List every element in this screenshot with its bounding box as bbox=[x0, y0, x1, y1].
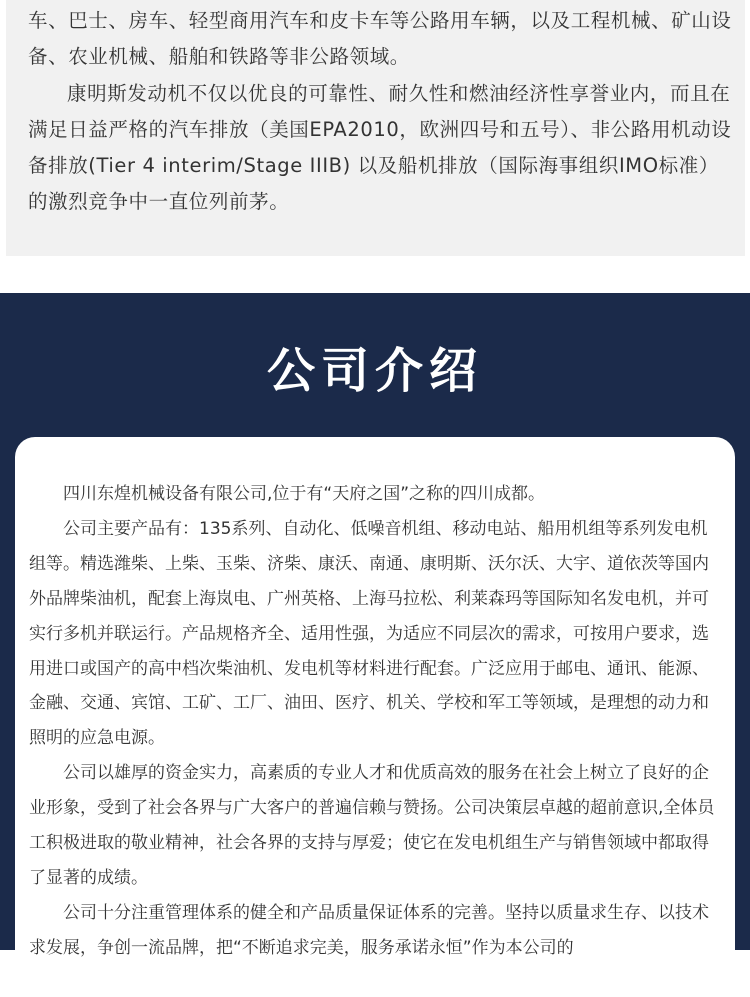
engine-description-card bbox=[6, 0, 745, 256]
company-intro-text bbox=[29, 477, 721, 966]
section-title: 公司介绍 bbox=[266, 343, 483, 399]
engine-paragraph-applications: 车、巴士、房车、轻型商用汽车和皮卡车等公路用车辆，以及工程机械、矿山设备、农业机械、船舶和铁路等非公路领域。 bbox=[28, 9, 732, 69]
intro-paragraph-quality: 公司十分注重管理体系的健全和产品质量保证体系的完善。坚持以质量求生存、以技术求发展，争创一流品牌，把“不断追求完美，服务承诺永恒”作为本公司的 bbox=[29, 902, 709, 958]
engine-paragraph-reliability: 康明斯发动机不仅以优良的可靠性、耐久性和燃油经济性享誉业内，而且在满足日益严格的汽车排放（美国EPA2010，欧洲四号和五号）、非公路用机动设备排放(Tier 4 interim/Stage IIIB) 以及船机排放（国际海事组织IMO标准）的激烈竞争中一直位列前茅。 bbox=[28, 81, 732, 214]
intro-paragraph-reputation: 公司以雄厚的资金实力，高素质的专业人才和优质高效的服务在社会上树立了良好的企业形象，受到了社会各界与广大客户的普遍信赖与赞扬。公司决策层卓越的超前意识,全体员工积极进取的敬业精神，社会各界的支持与厚爱；使它在发电机组生产与销售领域中都取得了显著的成绩。 bbox=[29, 763, 715, 888]
intro-paragraph-products: 公司主要产品有：135系列、自动化、低噪音机组、移动电站、船用机组等系列发电机组等。精选潍柴、上柴、玉柴、济柴、康沃、南通、康明斯、沃尔沃、大宇、道依茨等国内外品牌柴油机，配套上海岚电、广州英格、上海马拉松、利莱森玛等国际知名发电机，并可实行多机并联运行。产品规格齐全、适用性强，为适应不同层次的需求，可按用户要求，选用进口或国产的高中档次柴油机、发电机等材料进行配套。广泛应用于邮电、通讯、能源、金融、交通、宾馆、工矿、工厂、油田、医疗、机关、学校和军工等领域，是理想的动力和照明的应急电源。 bbox=[29, 518, 709, 749]
intro-paragraph-location: 四川东煌机械设备有限公司,位于有“天府之国”之称的四川成都。 bbox=[63, 484, 546, 504]
company-intro-card bbox=[15, 437, 735, 997]
engine-description-text bbox=[28, 3, 733, 221]
